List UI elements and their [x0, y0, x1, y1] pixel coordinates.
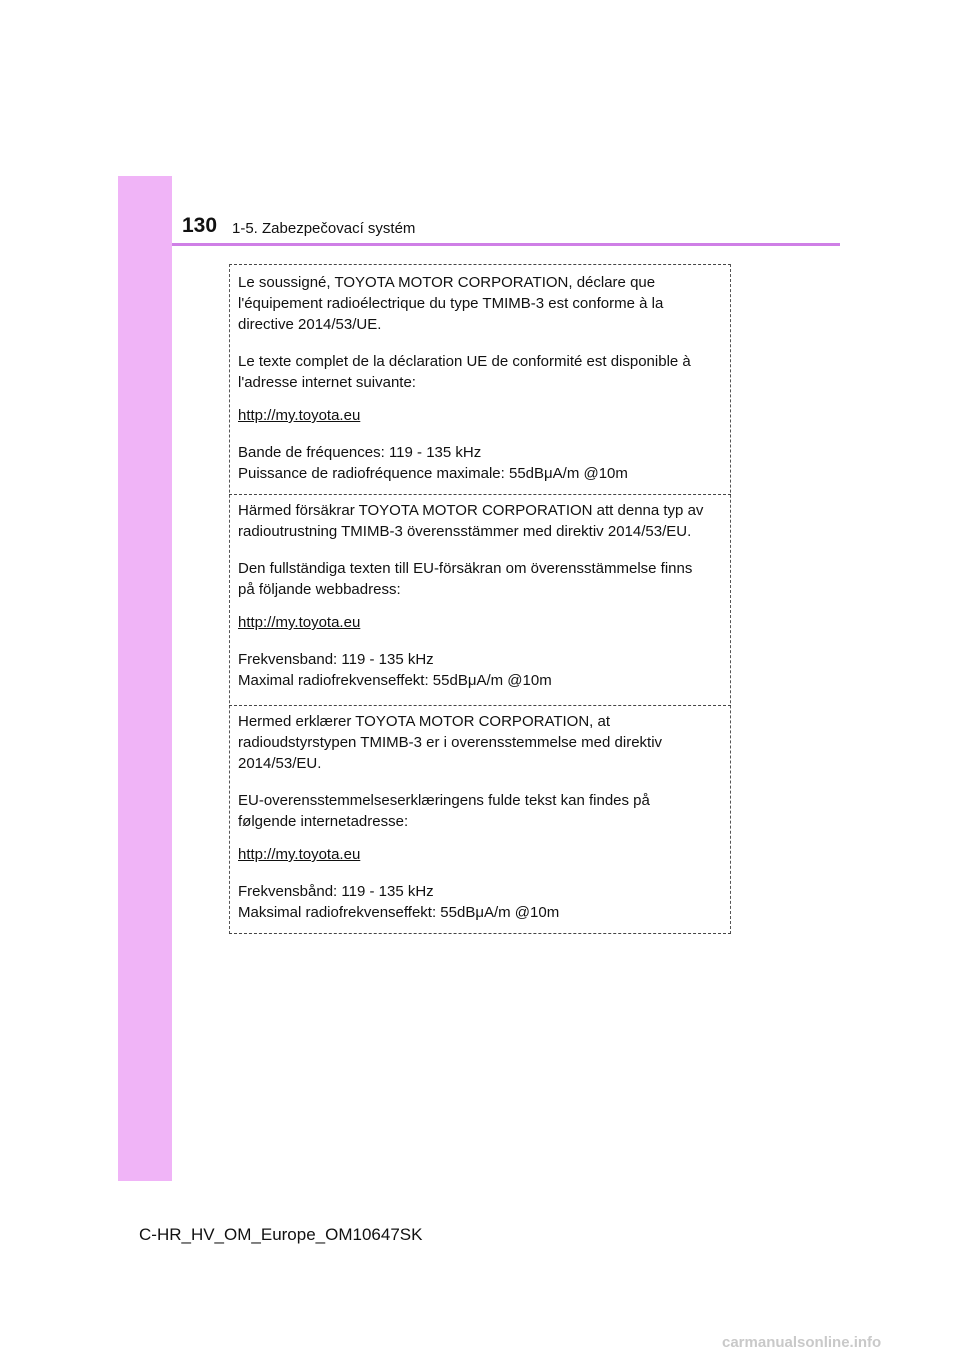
regulatory-notice-box: [229, 264, 731, 934]
page-number: 130: [182, 214, 218, 237]
declaration-text: Härmed försäkrar TOYOTA MOTOR CORPORATION att denna typ av radioutrustning TMIMB-3 överensstämmer med direktiv 2014/53/EU.: [238, 502, 704, 540]
declaration-availability-text: EU-overensstemmelseserklæringens fulde tekst kan findes på følgende internetadresse:: [238, 792, 650, 830]
notice-box-left-border: [229, 264, 230, 934]
notice-danish: [238, 711, 710, 923]
declaration-availability-text: Le texte complet de la déclaration UE de conformité est disponible à l'adresse internet suivante:: [238, 353, 691, 391]
frequency-band-line: Frekvensbånd: 119 - 135 kHz: [238, 883, 434, 900]
notice-swedish: [238, 500, 710, 691]
notice-divider: [229, 494, 731, 495]
section-title: 1-5. Zabezpečovací systém: [232, 220, 416, 237]
header-rule: [172, 243, 840, 246]
declaration-link[interactable]: http://my.toyota.eu: [238, 614, 361, 631]
document-code: C-HR_HV_OM_Europe_OM10647SK: [139, 1225, 423, 1244]
chapter-sidebar-tab: [118, 176, 172, 1181]
declaration-text: Hermed erklærer TOYOTA MOTOR CORPORATION, at radioudstyrstypen TMIMB-3 er i overensstemmelse med direktiv 2014/53/EU.: [238, 713, 663, 772]
max-power-line: Maximal radiofrekvenseffekt: 55dBμA/m @10m: [238, 672, 552, 689]
notice-box-right-border: [730, 264, 731, 934]
notice-box-top-border: [229, 264, 731, 265]
site-watermark: carmanualsonline.info: [722, 1334, 882, 1351]
notice-box-bottom-border: [229, 933, 731, 934]
notice-divider: [229, 705, 731, 706]
frequency-band-line: Bande de fréquences: 119 - 135 kHz: [238, 444, 482, 461]
declaration-text: Le soussigné, TOYOTA MOTOR CORPORATION, déclare que l'équipement radioélectrique du type TMIMB-3 est conforme à la directive 2014/53/UE.: [238, 274, 664, 333]
declaration-link[interactable]: http://my.toyota.eu: [238, 407, 361, 424]
declaration-link[interactable]: http://my.toyota.eu: [238, 846, 361, 863]
frequency-band-line: Frekvensband: 119 - 135 kHz: [238, 651, 434, 668]
max-power-line: Puissance de radiofréquence maximale: 55dBμA/m @10m: [238, 465, 628, 482]
max-power-line: Maksimal radiofrekvenseffekt: 55dBμA/m @10m: [238, 904, 560, 921]
declaration-availability-text: Den fullständiga texten till EU-försäkran om överensstämmelse finns på följande webbadress:: [238, 560, 693, 598]
notice-french: [238, 272, 710, 484]
